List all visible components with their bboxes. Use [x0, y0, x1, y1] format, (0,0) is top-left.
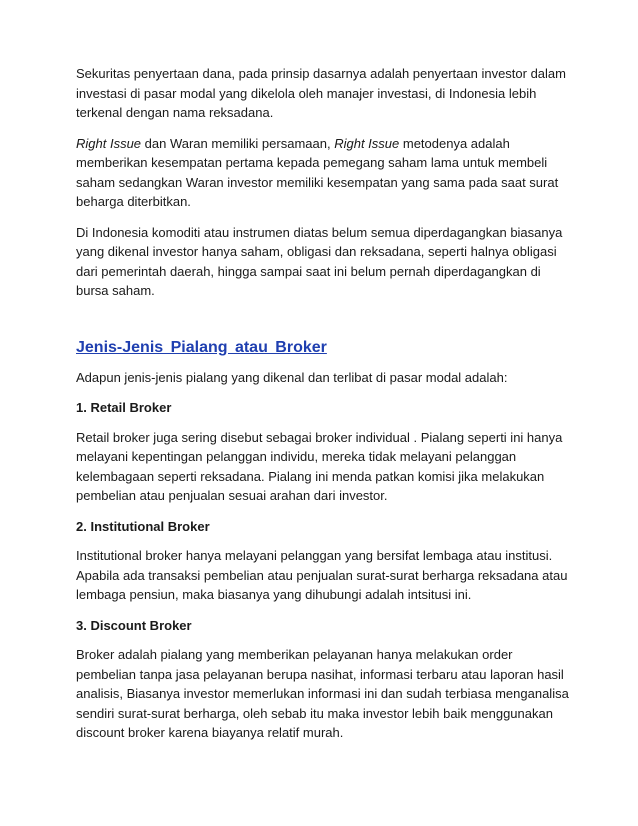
right-issue-term: Right Issue — [76, 135, 142, 151]
document-page — [76, 64, 576, 754]
retail-broker-title: 1. Retail Broker — [76, 400, 172, 415]
discount-broker-title: 3. Discount Broker — [76, 617, 192, 633]
paragraph-right-issue — [76, 134, 576, 212]
section-heading: Jenis-Jenis Pialang atau Broker — [76, 338, 327, 356]
right-issue-text-a: dan Waran memiliki persamaan, — [141, 135, 335, 151]
institutional-broker-title: 2. Institutional Broker — [76, 518, 210, 534]
right-issue-term-2: Right Issue — [334, 135, 400, 151]
section-intro: Adapun jenis-jenis pialang yang dikenal dan terlibat di pasar modal adalah: — [76, 369, 508, 385]
retail-broker-text: Retail broker juga sering disebut sebagai broker individual . Pialang seperti ini hanya melayani kepentingan pelanggan individu, mereka tidak melayani pelanggan kelembagaan seperti reksadana. Pialang ini menda patkan komisi jika melakukan pembelian atau penjualan sesuai arahan dari investor. — [76, 429, 563, 503]
institutional-broker-text: Institutional broker hanya melayani pelanggan yang bersifat lembaga atau institusi. Apabila ada transaksi pembelian atau penjualan surat-surat berharga reksadana atau lembaga pensiun, maka biasanya yang dihubungi adalah intsitusi ini. — [76, 548, 568, 602]
paragraph-sekuritas: Sekuritas penyertaan dana, pada prinsip dasarnya adalah penyertaan investor dalam investasi di pasar modal yang dikelola oleh manajer investasi, di Indonesia lebih terkenal dengan nama reksadana. — [76, 66, 566, 120]
right-issue-text-b: metodenya adalah memberikan kesempatan pertama kepada pemegang saham lama untuk membeli saham sedangkan Waran investor memiliki kesempatan yang sama pada saat surat beharga diterbitkan. — [76, 135, 559, 209]
paragraph-indonesia: Di Indonesia komoditi atau instrumen diatas belum semua diperdagangkan biasanya yang dikenal investor hanya saham, obligasi dan reksadana, seperti halnya obligasi dari pemerintah daerah, hingga sampai saat ini belum pernah diperdagangkan di bursa saham. — [76, 224, 563, 298]
discount-broker-text: Broker adalah pialang yang memberikan pelayanan hanya melakukan order pembelian tanpa jasa pelayanan berupa nasihat, informasi terbaru atau laporan hasil analisis, Biasanya investor memerlukan informasi ini dan sudah terbiasa menganalisa sendiri surat-surat berharga, oleh sebab itu maka investor lebih baik menggunakan discount broker karena biayanya relatif murah. — [76, 647, 569, 740]
